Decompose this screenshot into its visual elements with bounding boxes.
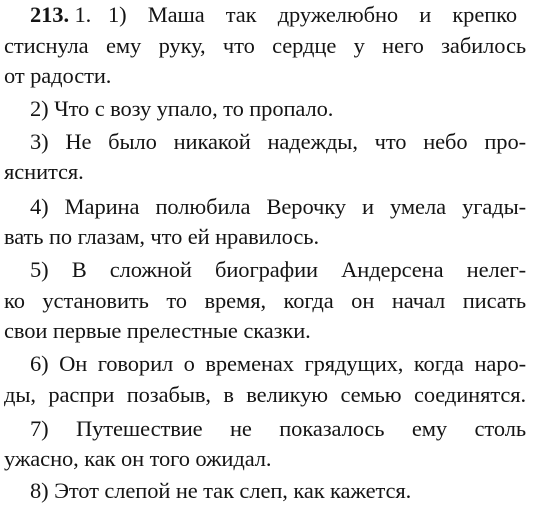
text-line-4: 2) Что с возу упало, то пропало. [30,96,334,121]
exercise-header-line [30,2,91,28]
text-line-6: яснится. [4,159,84,184]
text-line-14: 7) Путешествие не показалось ему столь [30,416,526,441]
text-line-3: от радости. [4,63,112,88]
text-line-9: 5) В сложной биографии Андерсена нелег- [30,257,526,282]
text-line-12: 6) Он говорил о временах грядущих, когда наро- [30,351,526,376]
text-line-1: 1) Маша так дружелюбно и крепко [108,2,517,27]
text-line-7: 4) Марина полюбила Верочку и умела угады- [30,194,526,219]
text-line-8: вать по глазам, что ей нравилось. [4,224,319,249]
text-line-16: 8) Этот слепой не так слеп, как кажется. [30,478,412,503]
exercise-number: 213. [30,2,69,27]
text-line-10: ко установить то время, когда он начал писать [4,288,526,313]
text-line-15: ужасно, как он того ожидал. [4,446,272,471]
text-line-13: ды, распри позабыв, в великую семью соединятся. [4,382,526,407]
text-line-5: 3) Не было никакой надежды, что небо про- [30,129,526,154]
text-line-11: свои первые прелестные сказки. [4,318,311,343]
text-line-2: стиснула ему руку, что сердце у него забилось [4,33,526,58]
exercise-part: 1. [74,2,92,27]
